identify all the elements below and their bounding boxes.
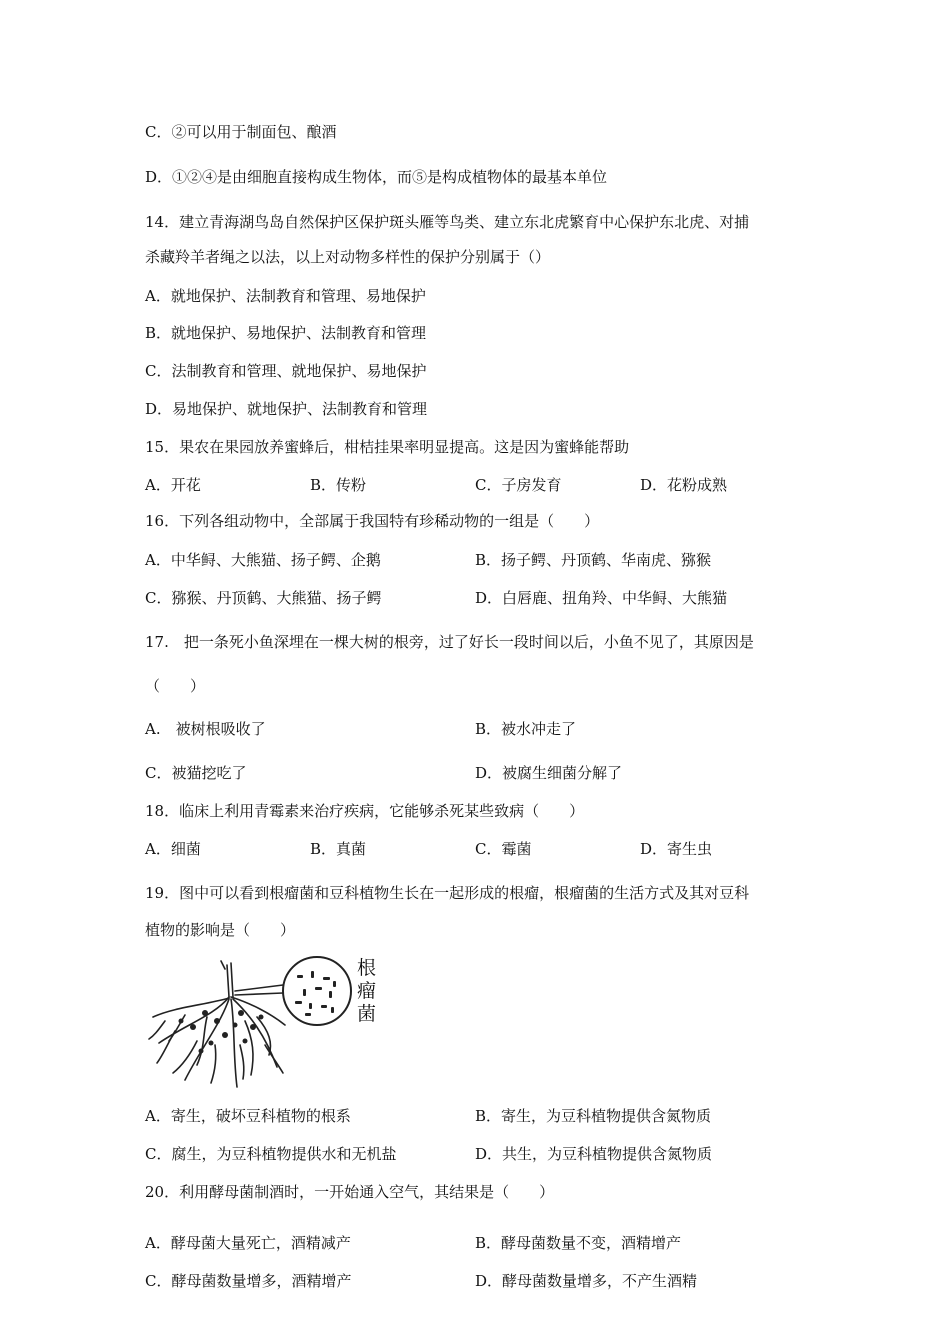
q18-option-a: A．细菌 — [145, 840, 201, 858]
q19-option-d: D．共生，为豆科植物提供含氮物质 — [475, 1145, 713, 1163]
q16-option-c: C．猕猴、丹顶鹤、大熊猫、扬子鳄 — [145, 589, 382, 607]
q20-option-a: A．酵母菌大量死亡，酒精减产 — [145, 1234, 351, 1252]
figure-label-char: 根 — [357, 957, 377, 979]
q19-option-b: B．寄生，为豆科植物提供含氮物质 — [475, 1107, 712, 1125]
q19-stem-line1: 19．图中可以看到根瘤菌和豆科植物生长在一起形成的根瘤，根瘤菌的生活方式及其对豆科 — [145, 884, 750, 902]
q14-stem-line1: 14．建立青海湖鸟岛自然保护区保护斑头雁等鸟类、建立东北虎繁育中心保护东北虎、对捕 — [145, 213, 750, 231]
q13-option-c: C．②可以用于制面包、酿酒 — [145, 123, 337, 141]
q16-option-b: B．扬子鳄、丹顶鹤、华南虎、猕猴 — [475, 551, 712, 569]
q14-option-d: D．易地保护、就地保护、法制教育和管理 — [145, 400, 428, 418]
q16-option-a: A．中华鲟、大熊猫、扬子鳄、企鹅 — [145, 551, 381, 569]
q20-option-b: B．酵母菌数量不变，酒精增产 — [475, 1234, 682, 1252]
q14-option-a: A．就地保护、法制教育和管理、易地保护 — [145, 287, 426, 305]
q17-option-c: C．被猫挖吃了 — [145, 764, 247, 782]
q17-option-a: A. 被树根吸收了 — [145, 720, 266, 738]
q18-option-c: C．霉菌 — [475, 840, 532, 858]
q20-option-d: D．酵母菌数量增多，不产生酒精 — [475, 1272, 698, 1290]
q15-option-c: C．子房发育 — [475, 476, 562, 494]
q13-option-d: D．①②④是由细胞直接构成生物体，而⑤是构成植物体的最基本单位 — [145, 168, 608, 186]
q17-option-b: B．被水冲走了 — [475, 720, 577, 738]
q15-option-a: A．开花 — [145, 476, 201, 494]
q16-option-d: D．白唇鹿、扭角羚、中华鲟、大熊猫 — [475, 589, 728, 607]
q20-option-c: C．酵母菌数量增多，酒精增产 — [145, 1272, 352, 1290]
q15-option-d: D．花粉成熟 — [640, 476, 728, 494]
q17-option-d: D．被腐生细菌分解了 — [475, 764, 623, 782]
q17-stem-line2: （ ） — [145, 677, 206, 695]
q19-option-a: A．寄生，破坏豆科植物的根系 — [145, 1107, 351, 1125]
q16-stem: 16．下列各组动物中，全部属于我国特有珍稀动物的一组是（ ） — [145, 512, 600, 530]
q19-option-c: C．腐生，为豆科植物提供水和无机盐 — [145, 1145, 397, 1163]
q18-option-d: D．寄生虫 — [640, 840, 713, 858]
q15-option-b: B．传粉 — [310, 476, 367, 494]
figure-label-char: 菌 — [357, 1003, 377, 1025]
q18-stem: 18．临床上利用青霉素来治疗疾病，它能够杀死某些致病（ ） — [145, 802, 585, 820]
figure-label-char: 瘤 — [357, 980, 377, 1002]
q15-stem: 15．果农在果园放养蜜蜂后，柑桔挂果率明显提高。这是因为蜜蜂能帮助 — [145, 438, 630, 456]
q18-option-b: B．真菌 — [310, 840, 367, 858]
q17-stem-line1: 17. 把一条死小鱼深埋在一棵大树的根旁，过了好长一段时间以后，小鱼不见了，其原因是 — [145, 633, 754, 651]
q19-stem-line2: 植物的影响是（ ） — [145, 921, 296, 939]
q14-option-b: B．就地保护、易地保护、法制教育和管理 — [145, 324, 427, 342]
figure-label — [357, 957, 376, 1026]
q20-stem: 20．利用酵母菌制酒时，一开始通入空气，其结果是（ ） — [145, 1183, 555, 1201]
root-nodule-figure — [145, 955, 395, 1095]
q14-option-c: C．法制教育和管理、就地保护、易地保护 — [145, 362, 427, 380]
q14-stem-line2: 杀藏羚羊者绳之以法，以上对动物多样性的保护分别属于（） — [145, 248, 551, 266]
